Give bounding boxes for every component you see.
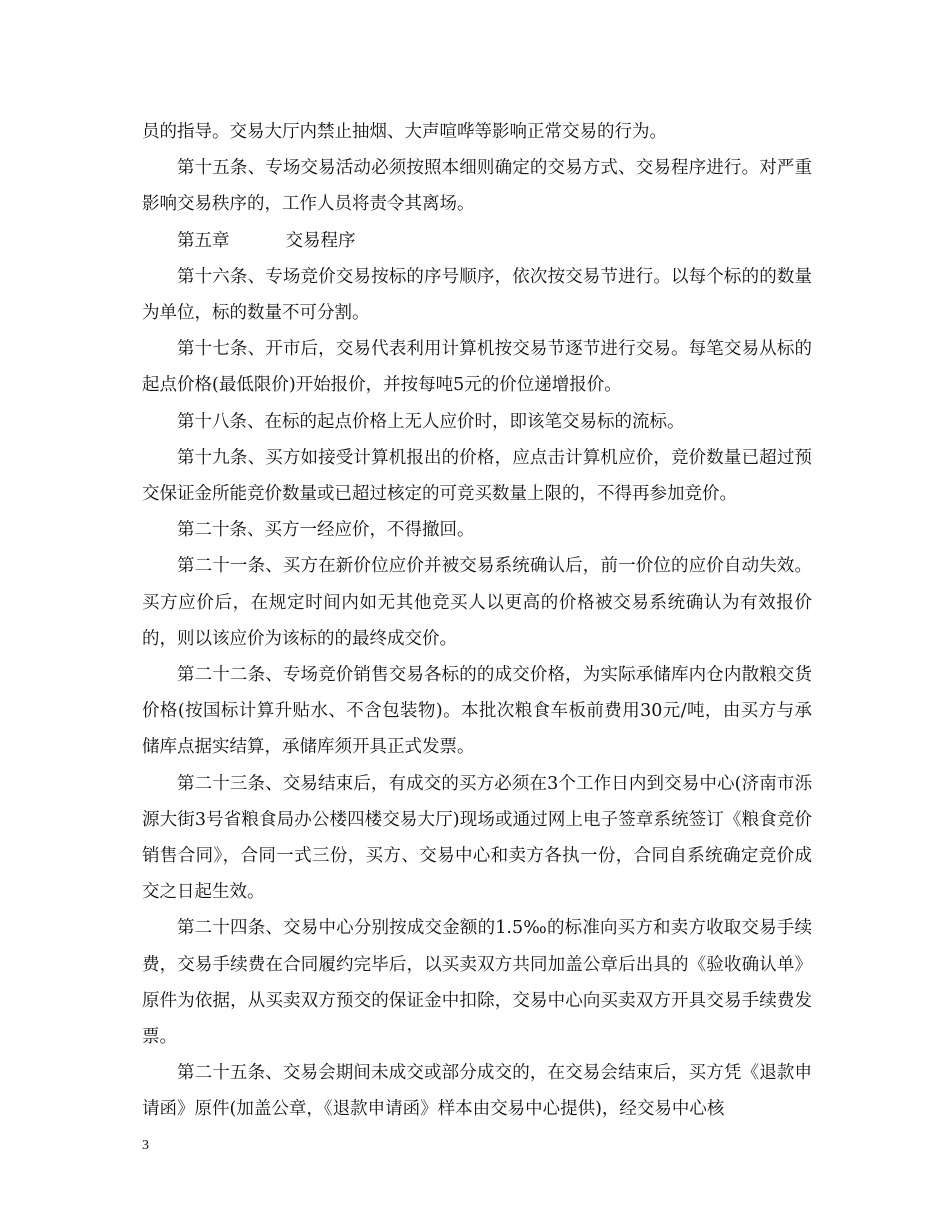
article-paragraph: 第二十一条、买方在新价位应价并被交易系统确认后，前一价位的应价自动失效。买方应价后，在规定时间内如无其他竞买人以更高的价格被交易系统确认为有效报价的，则以该应价为该标的的最终成交价。 [142,556,812,649]
article-paragraph: 第二十三条、交易结束后，有成交的买方必须在3个工作日内到交易中心(济南市泺源大街3号省粮食局办公楼四楼交易大厅)现场或通过网上电子签章系统签订《粮食竞价销售合同》，合同一式三份，买方、交易中心和卖方各执一份，合同自系统确定竞价成交之日起生效。 [142,773,812,903]
page-number: 3 [142,1138,149,1153]
article-paragraph: 第二十四条、交易中心分别按成交金额的1.5‰的标准向买方和卖方收取交易手续费，交易手续费在合同履约完毕后，以买卖双方共同加盖公章后出具的《验收确认单》原件为依据，从买卖双方预交的保证金中扣除，交易中心向买卖双方开具交易手续费发票。 [142,918,812,1048]
article-paragraph: 第二十二条、专场竞价销售交易各标的的成交价格，为实际承储库内仓内散粮交货价格(按国标计算升贴水、不含包装物)。本批次粮食车板前费用30元/吨，由买方与承储库点据实结算，承储库须开具正式发票。 [142,665,812,758]
chapter-number: 第五章 [177,230,230,251]
article-paragraph: 第十九条、买方如接受计算机报出的价格，应点击计算机应价，竞价数量已超过预交保证金所能竞价数量或已超过核定的可竞买数量上限的，不得再参加竞价。 [142,447,812,505]
article-paragraph: 第十八条、在标的起点价格上无人应价时，即该笔交易标的流标。 [177,411,685,432]
article-paragraph: 第二十五条、交易会期间未成交或部分成交的，在交易会结束后，买方凭《退款申请函》原件(加盖公章，《退款申请函》样本由交易中心提供)，经交易中心核 [142,1063,812,1120]
article-paragraph: 第二十条、买方一经应价，不得撤回。 [177,520,475,541]
article-paragraph: 第十六条、专场竞价交易按标的序号顺序，依次按交易节进行。以每个标的的数量为单位，标的数量不可分割。 [142,266,812,324]
chapter-title: 交易程序 [285,230,356,251]
article-paragraph: 第十五条、专场交易活动必须按照本细则确定的交易方式、交易程序进行。对严重影响交易秩序的，工作人员将责令其离场。 [142,158,812,215]
chapter-heading [142,223,812,259]
article-paragraph: 第十七条、开市后，交易代表利用计算机按交易节逐节进行交易。每笔交易从标的起点价格(最低限价)开始报价，并按每吨5元的价位递增报价。 [142,339,812,396]
continued-paragraph: 员的指导。交易大厅内禁止抽烟、大声喧哗等影响正常交易的行为。 [142,122,667,142]
document-body [142,114,812,1128]
